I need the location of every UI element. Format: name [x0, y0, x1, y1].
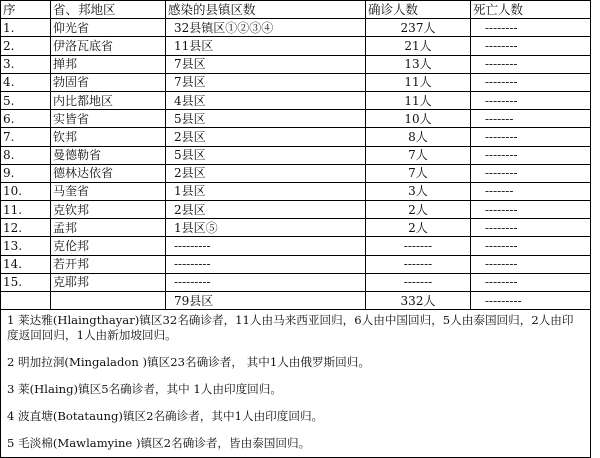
row-counties: --------- [166, 255, 366, 273]
footnotes [1, 310, 591, 458]
row-no: 2. [1, 37, 51, 55]
footnote: 5 毛淡棉(Mawlamyine )镇区2名确诊者，皆由泰国回归。 [7, 436, 311, 450]
row-cases: 21人 [366, 37, 471, 55]
footnote: 1 莱达雅(Hlaingthayar)镇区32名确诊者，11人由马来西亚回归，6人由中国回归，5人由泰国回归，2人由印度返回回归，1人由新加坡回归。 [7, 313, 574, 342]
row-counties: 5县区 [166, 146, 366, 164]
row-region: 德林达依省 [51, 164, 166, 182]
row-cases: ------- [366, 255, 471, 273]
row-deaths: -------- [471, 91, 591, 109]
table-row [1, 237, 591, 255]
row-counties: --------- [166, 273, 366, 291]
row-deaths: -------- [471, 201, 591, 219]
row-region: 仰光省 [51, 19, 166, 37]
row-deaths: -------- [471, 237, 591, 255]
total-cases: 332人 [366, 292, 471, 310]
row-counties: 7县区 [166, 73, 366, 91]
row-no: 3. [1, 55, 51, 73]
row-cases: 8人 [366, 128, 471, 146]
row-no: 6. [1, 110, 51, 128]
header-region: 省、邦地区 [51, 1, 166, 19]
row-deaths: -------- [471, 73, 591, 91]
row-counties: 32县镇区①②③④ [166, 19, 366, 37]
row-no: 12. [1, 219, 51, 237]
header-counties: 感染的县镇区数 [166, 1, 366, 19]
row-region: 曼德勒省 [51, 146, 166, 164]
table-row [1, 273, 591, 291]
row-no: 14. [1, 255, 51, 273]
header-no: 序 [1, 1, 51, 19]
table-row [1, 37, 591, 55]
row-no: 13. [1, 237, 51, 255]
table-row [1, 219, 591, 237]
row-cases: 13人 [366, 55, 471, 73]
table-row [1, 73, 591, 91]
row-cases: 11人 [366, 91, 471, 109]
row-region: 孟邦 [51, 219, 166, 237]
table-row [1, 128, 591, 146]
footnote: 3 莱(Hlaing)镇区5名确诊者，其中 1人由印度回归。 [7, 382, 282, 396]
table-body [1, 19, 591, 292]
row-cases: 7人 [366, 146, 471, 164]
row-cases: 2人 [366, 219, 471, 237]
row-counties: 2县区 [166, 128, 366, 146]
row-cases: 7人 [366, 164, 471, 182]
row-counties: 2县区 [166, 201, 366, 219]
row-cases: ------- [366, 273, 471, 291]
header-cases: 确诊人数 [366, 1, 471, 19]
row-region: 克钦邦 [51, 201, 166, 219]
row-counties: 1县区⑤ [166, 219, 366, 237]
row-region: 若开邦 [51, 255, 166, 273]
table-row [1, 110, 591, 128]
row-counties: 4县区 [166, 91, 366, 109]
row-deaths: -------- [471, 273, 591, 291]
notes-row [1, 310, 591, 458]
row-no: 11. [1, 201, 51, 219]
row-region: 实皆省 [51, 110, 166, 128]
header-deaths: 死亡人数 [471, 1, 591, 19]
table-row [1, 182, 591, 200]
row-region: 伊洛瓦底省 [51, 37, 166, 55]
table-row [1, 255, 591, 273]
table-row [1, 201, 591, 219]
table-row [1, 164, 591, 182]
row-counties: --------- [166, 237, 366, 255]
row-deaths: -------- [471, 128, 591, 146]
row-region: 勃固省 [51, 73, 166, 91]
row-no: 5. [1, 91, 51, 109]
row-deaths: -------- [471, 19, 591, 37]
row-counties: 5县区 [166, 110, 366, 128]
row-region: 马奎省 [51, 182, 166, 200]
row-region: 钦邦 [51, 128, 166, 146]
row-cases: ------- [366, 237, 471, 255]
total-row [1, 292, 591, 310]
row-deaths: ------- [471, 182, 591, 200]
table-row [1, 146, 591, 164]
total-region [51, 292, 166, 310]
row-no: 9. [1, 164, 51, 182]
total-deaths: --------- [471, 292, 591, 310]
row-no: 10. [1, 182, 51, 200]
row-no: 7. [1, 128, 51, 146]
row-region: 克耶邦 [51, 273, 166, 291]
row-counties: 7县区 [166, 55, 366, 73]
row-cases: 2人 [366, 201, 471, 219]
row-cases: 3人 [366, 182, 471, 200]
row-counties: 11县区 [166, 37, 366, 55]
table-row [1, 55, 591, 73]
row-counties: 1县区 [166, 182, 366, 200]
row-cases: 237人 [366, 19, 471, 37]
row-region: 克伦邦 [51, 237, 166, 255]
row-cases: 11人 [366, 73, 471, 91]
row-no: 1. [1, 19, 51, 37]
row-region: 内比都地区 [51, 91, 166, 109]
row-no: 4. [1, 73, 51, 91]
total-counties: 79县区 [166, 292, 366, 310]
footnote: 2 明加拉洞(Mingaladon )镇区23名确诊者， 其中1人由俄罗斯回归。 [7, 355, 370, 369]
row-deaths: ------- [471, 110, 591, 128]
row-deaths: -------- [471, 37, 591, 55]
row-no: 8. [1, 146, 51, 164]
row-counties: 2县区 [166, 164, 366, 182]
row-cases: 10人 [366, 110, 471, 128]
table-row [1, 91, 591, 109]
row-region: 掸邦 [51, 55, 166, 73]
row-deaths: -------- [471, 55, 591, 73]
row-deaths: -------- [471, 219, 591, 237]
table-header-row [1, 1, 591, 19]
row-no: 15. [1, 273, 51, 291]
row-deaths: -------- [471, 146, 591, 164]
table-row [1, 19, 591, 37]
total-no [1, 292, 51, 310]
row-deaths: -------- [471, 164, 591, 182]
row-deaths: -------- [471, 255, 591, 273]
footnote: 4 波直塘(Botataung)镇区2名确诊者，其中1人由印度回归。 [7, 409, 324, 423]
